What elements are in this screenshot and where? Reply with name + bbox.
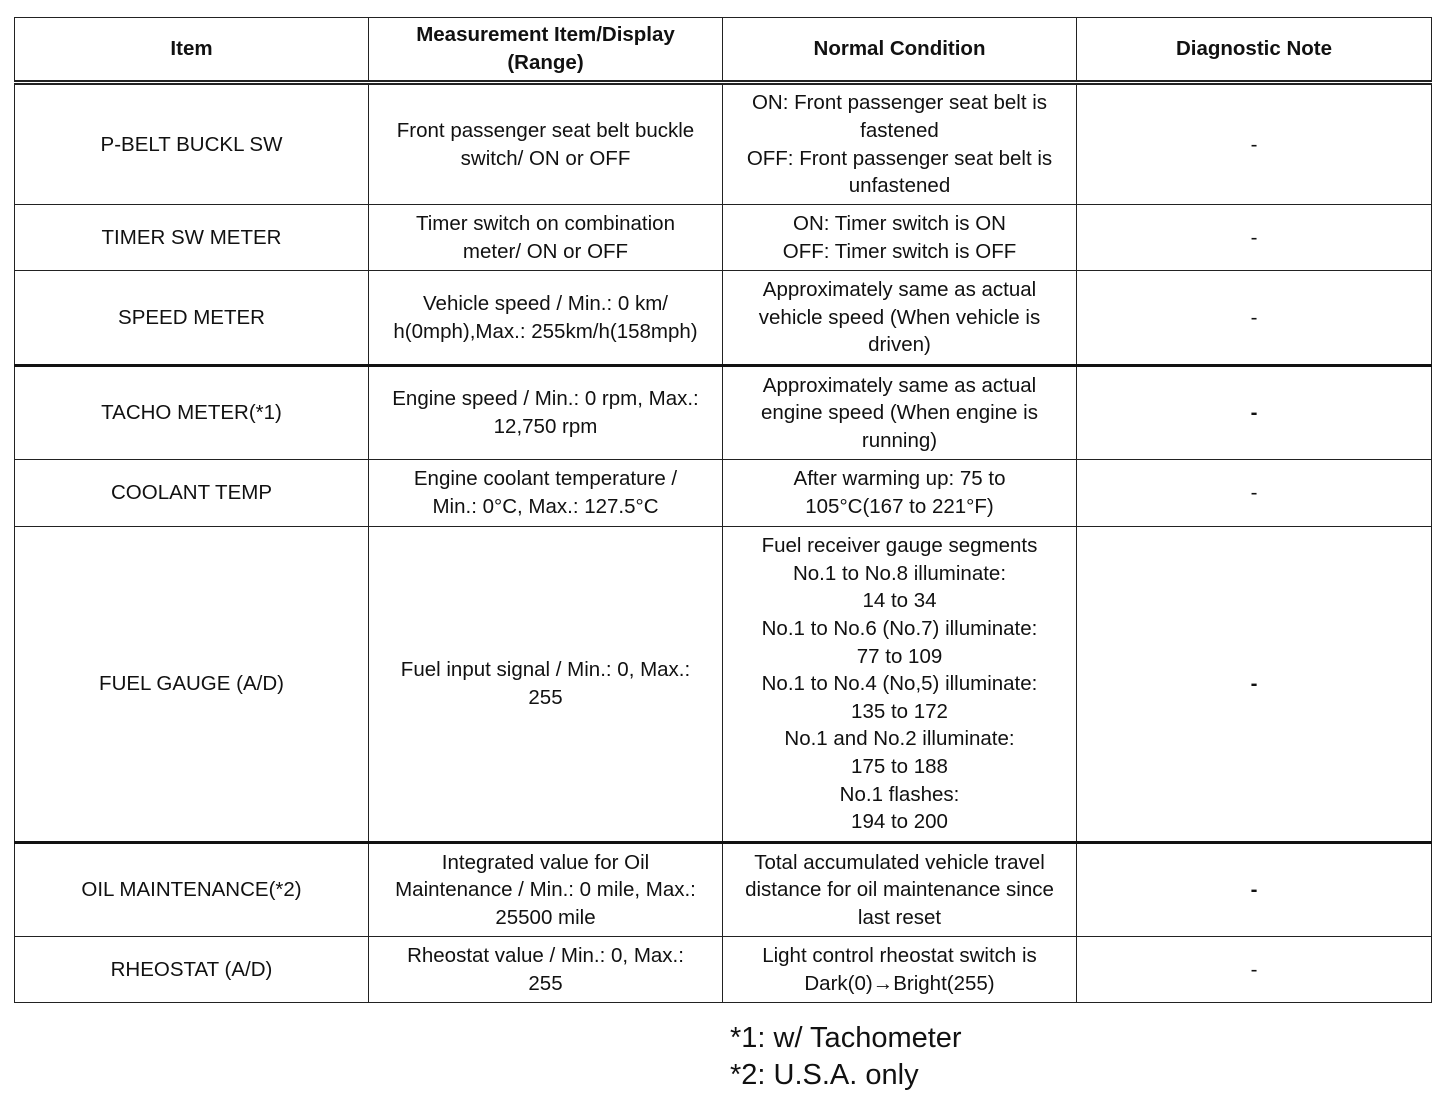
table-row xyxy=(15,205,1432,271)
cell-diagnostic-note xyxy=(1077,205,1432,271)
note-dash: - xyxy=(1250,878,1258,902)
data-list-sheet xyxy=(14,17,1431,1003)
cell-measurement: Engine coolant temperature / Min.: 0°C, Max.: 127.5°C xyxy=(369,460,723,527)
note-dash: - xyxy=(1250,957,1258,981)
cell-diagnostic-note xyxy=(1077,366,1432,460)
table-row xyxy=(15,366,1432,460)
note-dash: - xyxy=(1250,132,1258,156)
cell-normal-condition: Approximately same as actual vehicle speed (When vehicle is driven) xyxy=(723,271,1077,366)
table-row xyxy=(15,271,1432,366)
cell-normal-condition: ON: Front passenger seat belt is fastened OFF: Front passenger seat belt is unfastened xyxy=(723,83,1077,205)
cell-normal-condition: After warming up: 75 to 105°C(167 to 221°F) xyxy=(723,460,1077,527)
note-dash: - xyxy=(1250,401,1258,425)
cell-normal-condition: Light control rheostat switch is Dark(0)→Bright(255) xyxy=(723,937,1077,1003)
table-row xyxy=(15,843,1432,937)
cell-normal-condition: Approximately same as actual engine speed (When engine is running) xyxy=(723,366,1077,460)
header-item: Item xyxy=(15,18,369,83)
note-dash: - xyxy=(1250,225,1258,249)
cell-normal-condition: Total accumulated vehicle travel distance for oil maintenance since last reset xyxy=(723,843,1077,937)
cell-item: RHEOSTAT (A/D) xyxy=(15,937,369,1003)
cell-diagnostic-note xyxy=(1077,527,1432,843)
note-dash: - xyxy=(1250,481,1258,505)
cell-diagnostic-note xyxy=(1077,460,1432,527)
cell-item: TACHO METER(*1) xyxy=(15,366,369,460)
table-header-row xyxy=(15,18,1432,83)
cell-measurement: Fuel input signal / Min.: 0, Max.: 255 xyxy=(369,527,723,843)
table-row xyxy=(15,527,1432,843)
cell-normal-condition: Fuel receiver gauge segments No.1 to No.8 illuminate: 14 to 34 No.1 to No.6 (No.7) illuminate: 77 to 109 No.1 to No.4 (No,5) illuminate: 135 to 172 No.1 and No.2 illuminate: 175 to 188 No.1 flashes: 194 to 200 xyxy=(723,527,1077,843)
cell-measurement: Rheostat value / Min.: 0, Max.: 255 xyxy=(369,937,723,1003)
table-row xyxy=(15,83,1432,205)
cell-item: P-BELT BUCKL SW xyxy=(15,83,369,205)
cell-diagnostic-note xyxy=(1077,83,1432,205)
header-normal-condition: Normal Condition xyxy=(723,18,1077,83)
cell-diagnostic-note xyxy=(1077,271,1432,366)
data-list-table xyxy=(14,17,1432,1003)
table-row xyxy=(15,460,1432,527)
table-row xyxy=(15,937,1432,1003)
cell-item: FUEL GAUGE (A/D) xyxy=(15,527,369,843)
header-diagnostic-note: Diagnostic Note xyxy=(1077,18,1432,83)
cell-diagnostic-note xyxy=(1077,843,1432,937)
cell-measurement: Integrated value for Oil Maintenance / Min.: 0 mile, Max.: 25500 mile xyxy=(369,843,723,937)
cell-measurement: Timer switch on combination meter/ ON or OFF xyxy=(369,205,723,271)
cell-item: COOLANT TEMP xyxy=(15,460,369,527)
footnote-tachometer: *1: w/ Tachometer xyxy=(730,1022,962,1054)
cell-item: SPEED METER xyxy=(15,271,369,366)
cell-item: OIL MAINTENANCE(*2) xyxy=(15,843,369,937)
cell-measurement: Front passenger seat belt buckle switch/ ON or OFF xyxy=(369,83,723,205)
cell-measurement: Vehicle speed / Min.: 0 km/ h(0mph),Max.: 255km/h(158mph) xyxy=(369,271,723,366)
note-dash: - xyxy=(1250,305,1258,329)
cell-normal-condition: ON: Timer switch is ON OFF: Timer switch is OFF xyxy=(723,205,1077,271)
note-dash: - xyxy=(1250,672,1258,696)
cell-item: TIMER SW METER xyxy=(15,205,369,271)
header-measurement: Measurement Item/Display (Range) xyxy=(369,18,723,83)
cell-diagnostic-note xyxy=(1077,937,1432,1003)
footnote-usa-only: *2: U.S.A. only xyxy=(730,1059,919,1091)
footnotes xyxy=(730,1020,962,1094)
cell-measurement: Engine speed / Min.: 0 rpm, Max.: 12,750 rpm xyxy=(369,366,723,460)
